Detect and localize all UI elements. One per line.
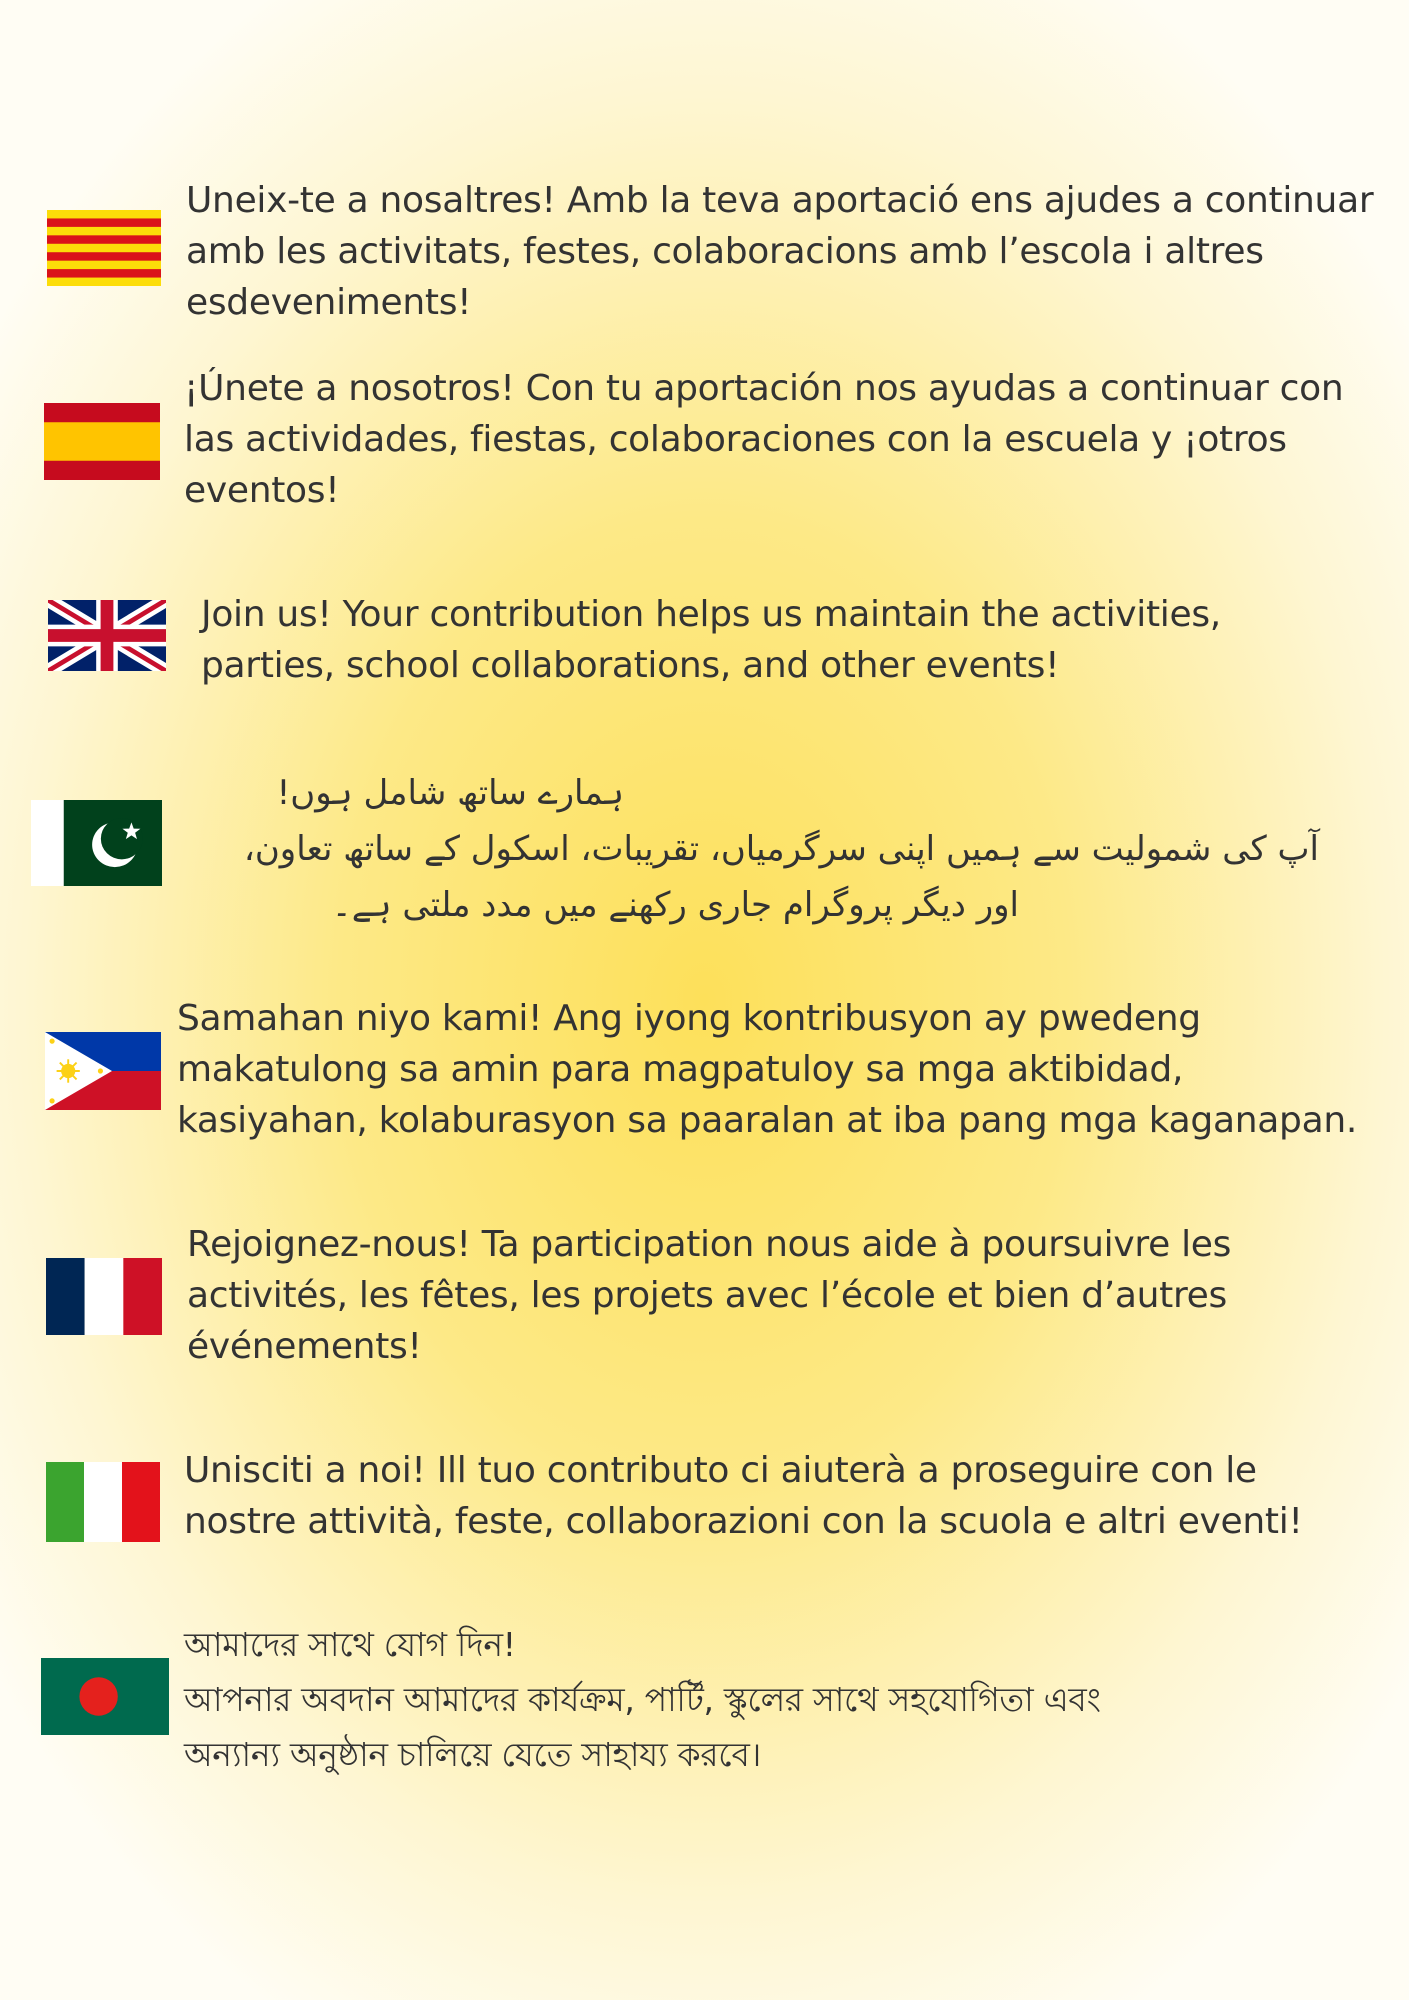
spain-flag-icon xyxy=(44,403,160,480)
italy-flag-icon xyxy=(46,1462,160,1542)
text-line: আপনার অবদান আমাদের কার্যক্রম, পার্টি, স্কুলের সাথে সহযোগিতা এবং xyxy=(184,1680,1101,1719)
message-text-spanish xyxy=(184,363,1343,516)
message-text-french xyxy=(187,1219,1231,1372)
text-line: amb les activitats, festes, colaboracions amb l’escola i altres xyxy=(186,231,1264,272)
text-line: ¡Únete a nosotros! Con tu aportación nos ayudas a continuar con xyxy=(184,368,1344,409)
text-line: Unisciti a noi! Ill tuo contributo ci aiuterà a proseguire con le xyxy=(184,1450,1257,1491)
france-flag-icon xyxy=(46,1258,162,1335)
text-line: parties, school collaborations, and other events! xyxy=(201,645,1060,686)
pakistan-flag-icon xyxy=(31,800,162,886)
text-line: অন্যান্য অনুষ্ঠান চালিয়ে যেতে সাহায্য করবে। xyxy=(184,1735,762,1774)
text-line: Uneix-te a nosaltres! Amb la teva aportació ens ajudes a continuar xyxy=(186,180,1374,221)
bangladesh-flag-icon xyxy=(41,1658,169,1735)
text-line: اور دیگر پروگرام جاری رکھنے میں مدد ملتی ہے۔ xyxy=(331,885,1019,925)
text-line: kasiyahan, kolaburasyon sa paaralan at iba pang mga kaganapan. xyxy=(177,1100,1357,1141)
catalonia-flag-icon xyxy=(47,210,161,286)
message-text-urdu xyxy=(244,765,1319,933)
message-text-bengali xyxy=(184,1617,1101,1782)
united-kingdom-flag-icon xyxy=(48,600,166,671)
message-text-catalan xyxy=(186,175,1373,328)
text-line: আমাদের সাথে যোগ দিন! xyxy=(184,1625,516,1664)
text-line: eventos! xyxy=(184,470,340,511)
message-text-italian xyxy=(184,1445,1303,1547)
text-line: esdeveniments! xyxy=(186,282,472,323)
message-text-filipino xyxy=(177,993,1357,1146)
text-line: las actividades, fiestas, colaboraciones con la escuela y ¡otros xyxy=(184,419,1287,460)
text-line: Samahan niyo kami! Ang iyong kontribusyon ay pwedeng xyxy=(177,998,1201,1039)
text-line: nostre attività, feste, collaborazioni con la scuola e altri eventi! xyxy=(184,1501,1303,1542)
text-line: makatulong sa amin para magpatuloy sa mga aktibidad, xyxy=(177,1049,1184,1090)
message-text-english xyxy=(201,589,1221,691)
text-line: Join us! Your contribution helps us maintain the activities, xyxy=(201,594,1221,635)
text-line: Rejoignez-nous! Ta participation nous aide à poursuivre les xyxy=(187,1224,1232,1265)
philippines-flag-icon xyxy=(45,1032,161,1110)
text-line: آپ کی شمولیت سے ہمیں اپنی سرگرمیاں، تقریبات، اسکول کے ساتھ تعاون، xyxy=(243,829,1319,869)
text-line: événements! xyxy=(187,1326,422,1367)
text-line: ہمارے ساتھ شامل ہوں! xyxy=(276,773,624,813)
text-line: activités, les fêtes, les projets avec l’école et bien d’autres xyxy=(187,1275,1227,1316)
